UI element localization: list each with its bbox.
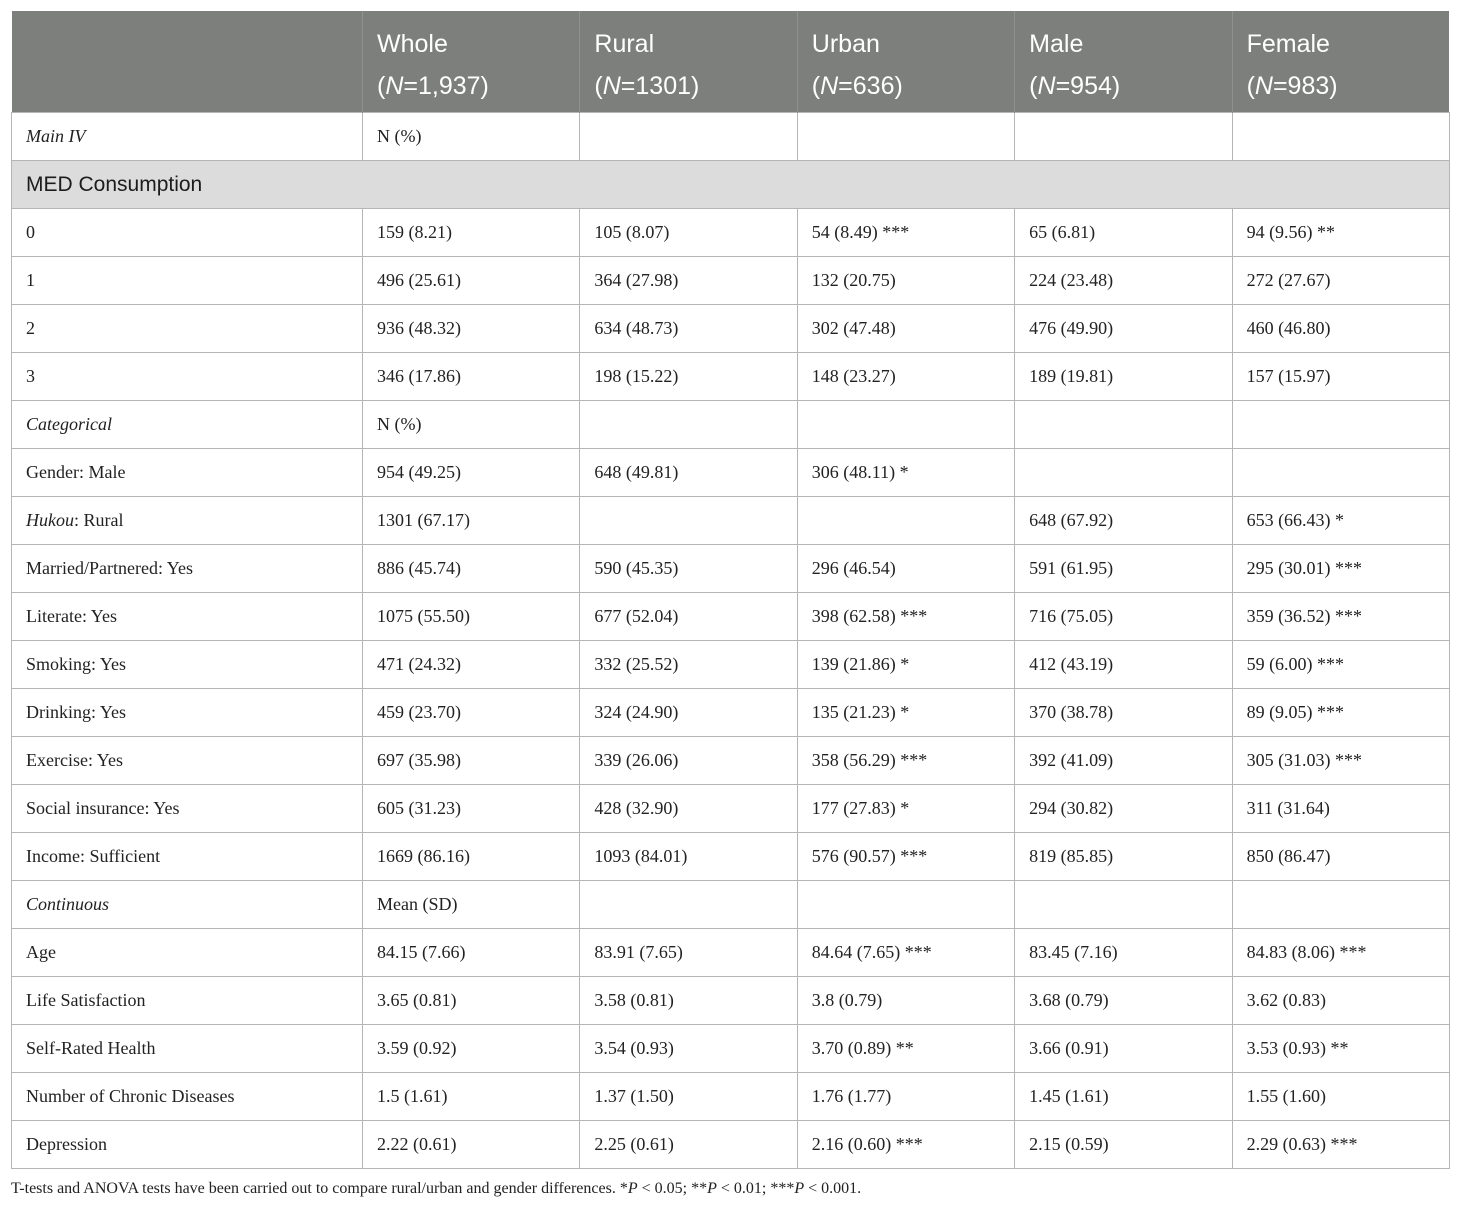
table-cell: 648 (67.92)	[1015, 497, 1232, 545]
table-cell: Mean (SD)	[363, 881, 580, 929]
footnote-text: < 0.01; ***	[716, 1180, 795, 1197]
header-n-urban	[797, 61, 1014, 113]
table-cell: 716 (75.05)	[1015, 593, 1232, 641]
table-cell: 157 (15.97)	[1232, 353, 1449, 401]
header-n-male	[1015, 61, 1232, 113]
row-label: Number of Chronic Diseases	[12, 1073, 363, 1121]
table-row	[12, 305, 1450, 353]
header-n-blank	[12, 61, 363, 113]
table-cell: 459 (23.70)	[363, 689, 580, 737]
header-n-pre: (	[811, 72, 821, 100]
header-row-2	[12, 61, 1450, 113]
row-label: Self-Rated Health	[12, 1025, 363, 1073]
row-label: Age	[12, 929, 363, 977]
table-cell	[1232, 449, 1449, 497]
table-cell: 324 (24.90)	[580, 689, 797, 737]
table-cell: 392 (41.09)	[1015, 737, 1232, 785]
table-cell: 648 (49.81)	[580, 449, 797, 497]
table-cell: 653 (66.43) *	[1232, 497, 1449, 545]
table-cell: 272 (27.67)	[1232, 257, 1449, 305]
header-male: Male	[1015, 11, 1232, 61]
table-row	[12, 257, 1450, 305]
header-n-value: =1301)	[620, 72, 700, 100]
table-cell: 84.15 (7.66)	[363, 929, 580, 977]
table-row	[12, 929, 1450, 977]
table-cell: 1669 (86.16)	[363, 833, 580, 881]
table-cell: 460 (46.80)	[1232, 305, 1449, 353]
table-cell: 132 (20.75)	[797, 257, 1014, 305]
header-n-symbol: N	[820, 72, 839, 100]
table-cell: 135 (21.23) *	[797, 689, 1014, 737]
footnote-p-symbol: P	[627, 1180, 638, 1197]
table-cell	[797, 113, 1014, 161]
table-cell	[1232, 401, 1449, 449]
table-container	[11, 11, 1449, 1169]
table-row	[12, 449, 1450, 497]
table-cell: 677 (52.04)	[580, 593, 797, 641]
table-cell: 2.25 (0.61)	[580, 1121, 797, 1169]
table-cell: 412 (43.19)	[1015, 641, 1232, 689]
table-cell: 3.8 (0.79)	[797, 977, 1014, 1025]
table-header	[12, 11, 1450, 113]
table-cell	[580, 113, 797, 161]
table-cell: 302 (47.48)	[797, 305, 1014, 353]
table-cell: 59 (6.00) ***	[1232, 641, 1449, 689]
table-row	[12, 881, 1450, 929]
table-cell: 3.58 (0.81)	[580, 977, 797, 1025]
footnote-p-symbol: P	[707, 1180, 717, 1197]
table-cell: 359 (36.52) ***	[1232, 593, 1449, 641]
row-label: Literate: Yes	[12, 593, 363, 641]
table-cell: 306 (48.11) *	[797, 449, 1014, 497]
table-cell: 94 (9.56) **	[1232, 209, 1449, 257]
table-cell: 697 (35.98)	[363, 737, 580, 785]
table-cell: 496 (25.61)	[363, 257, 580, 305]
footnote-text: < 0.001.	[804, 1180, 862, 1197]
table-cell: 224 (23.48)	[1015, 257, 1232, 305]
table-cell: 1.76 (1.77)	[797, 1073, 1014, 1121]
table-cell	[1015, 881, 1232, 929]
table-cell: 398 (62.58) ***	[797, 593, 1014, 641]
header-female: Female	[1232, 11, 1449, 61]
header-n-rural	[580, 61, 797, 113]
footnote-p-symbol: P	[794, 1180, 805, 1197]
table-row	[12, 689, 1450, 737]
table-cell	[580, 497, 797, 545]
row-label: Married/Partnered: Yes	[12, 545, 363, 593]
table-cell: 364 (27.98)	[580, 257, 797, 305]
table-row	[12, 641, 1450, 689]
table-cell: 886 (45.74)	[363, 545, 580, 593]
table-cell: 370 (38.78)	[1015, 689, 1232, 737]
table-cell: 189 (19.81)	[1015, 353, 1232, 401]
table-cell: 3.70 (0.89) **	[797, 1025, 1014, 1073]
header-n-value: =1,937)	[403, 72, 489, 100]
row-label: Life Satisfaction	[12, 977, 363, 1025]
row-label	[12, 497, 363, 545]
header-n-pre: (	[1246, 72, 1255, 100]
table-cell: 148 (23.27)	[797, 353, 1014, 401]
table-row	[12, 977, 1450, 1025]
row-label: Smoking: Yes	[12, 641, 363, 689]
row-label: Social insurance: Yes	[12, 785, 363, 833]
table-cell: 576 (90.57) ***	[797, 833, 1014, 881]
table-cell: 2.15 (0.59)	[1015, 1121, 1232, 1169]
table-cell: 1.45 (1.61)	[1015, 1073, 1232, 1121]
table-cell: 1075 (55.50)	[363, 593, 580, 641]
table-cell	[797, 497, 1014, 545]
table-cell: 476 (49.90)	[1015, 305, 1232, 353]
table-row	[12, 401, 1450, 449]
header-n-pre: (	[1029, 72, 1038, 100]
row-label-italic: Hukou	[26, 510, 74, 530]
table-cell: 139 (21.86) *	[797, 641, 1014, 689]
table-cell: 3.66 (0.91)	[1015, 1025, 1232, 1073]
header-whole: Whole	[363, 11, 580, 61]
table-cell: 311 (31.64)	[1232, 785, 1449, 833]
header-n-symbol: N	[1037, 72, 1056, 100]
header-n-value: =954)	[1055, 72, 1121, 100]
table-footnote	[11, 1180, 861, 1198]
row-label: 2	[12, 305, 363, 353]
row-label: Main IV	[12, 113, 363, 161]
table-cell	[1232, 881, 1449, 929]
table-cell: 3.59 (0.92)	[363, 1025, 580, 1073]
row-label: Gender: Male	[12, 449, 363, 497]
table-cell: 89 (9.05) ***	[1232, 689, 1449, 737]
table-cell: 83.45 (7.16)	[1015, 929, 1232, 977]
header-n-symbol: N	[1254, 72, 1273, 100]
table-cell: 1.37 (1.50)	[580, 1073, 797, 1121]
row-label: 1	[12, 257, 363, 305]
table-row	[12, 785, 1450, 833]
row-label: 3	[12, 353, 363, 401]
row-label: Categorical	[12, 401, 363, 449]
table-cell: 3.62 (0.83)	[1232, 977, 1449, 1025]
table-row	[12, 1025, 1450, 1073]
table-cell: 2.29 (0.63) ***	[1232, 1121, 1449, 1169]
table-cell: 634 (48.73)	[580, 305, 797, 353]
table-cell: 159 (8.21)	[363, 209, 580, 257]
header-n-female	[1232, 61, 1449, 113]
table-cell: 954 (49.25)	[363, 449, 580, 497]
table-cell	[1015, 401, 1232, 449]
header-row-1	[12, 11, 1450, 61]
table-cell: 83.91 (7.65)	[580, 929, 797, 977]
table-row	[12, 113, 1450, 161]
table-cell: 294 (30.82)	[1015, 785, 1232, 833]
footnote-text: T-tests and ANOVA tests have been carried out to compare rural/urban and gender differences. *	[11, 1180, 628, 1197]
table-cell: 105 (8.07)	[580, 209, 797, 257]
table-cell: 305 (31.03) ***	[1232, 737, 1449, 785]
header-n-pre: (	[594, 72, 603, 100]
table-row	[12, 545, 1450, 593]
row-label: Income: Sufficient	[12, 833, 363, 881]
header-rural: Rural	[580, 11, 797, 61]
table-row	[12, 1073, 1450, 1121]
header-n-symbol: N	[602, 72, 621, 100]
table-cell: N (%)	[363, 401, 580, 449]
table-cell: 1093 (84.01)	[580, 833, 797, 881]
table-row	[12, 353, 1450, 401]
header-n-value: =636)	[838, 72, 903, 100]
table-cell: 605 (31.23)	[363, 785, 580, 833]
table-row	[12, 1121, 1450, 1169]
table-row	[12, 209, 1450, 257]
table-cell	[1232, 113, 1449, 161]
header-n-pre: (	[377, 72, 386, 100]
table-cell: 3.65 (0.81)	[363, 977, 580, 1025]
row-label: 0	[12, 209, 363, 257]
header-n-whole	[363, 61, 580, 113]
table-cell: 346 (17.86)	[363, 353, 580, 401]
table-cell: 3.53 (0.93) **	[1232, 1025, 1449, 1073]
table-cell: 3.68 (0.79)	[1015, 977, 1232, 1025]
table-cell: 332 (25.52)	[580, 641, 797, 689]
section-heading: MED Consumption	[12, 161, 1450, 209]
table-cell: 358 (56.29) ***	[797, 737, 1014, 785]
table-row	[12, 833, 1450, 881]
table-cell: 819 (85.85)	[1015, 833, 1232, 881]
table-cell: 591 (61.95)	[1015, 545, 1232, 593]
table-cell	[580, 401, 797, 449]
table-cell: 84.83 (8.06) ***	[1232, 929, 1449, 977]
table-cell: 428 (32.90)	[580, 785, 797, 833]
table-cell: 177 (27.83) *	[797, 785, 1014, 833]
header-n-value: =983)	[1272, 72, 1338, 100]
table-body	[12, 113, 1450, 1169]
row-label: Exercise: Yes	[12, 737, 363, 785]
table-cell: 936 (48.32)	[363, 305, 580, 353]
table-cell: 65 (6.81)	[1015, 209, 1232, 257]
table-cell: 1.5 (1.61)	[363, 1073, 580, 1121]
table-cell: 84.64 (7.65) ***	[797, 929, 1014, 977]
section-row	[12, 161, 1450, 209]
table-row	[12, 593, 1450, 641]
table-cell: 1301 (67.17)	[363, 497, 580, 545]
table-cell: 2.16 (0.60) ***	[797, 1121, 1014, 1169]
table-cell	[797, 881, 1014, 929]
table-cell: N (%)	[363, 113, 580, 161]
table-cell: 2.22 (0.61)	[363, 1121, 580, 1169]
table-cell	[1015, 113, 1232, 161]
table-cell: 296 (46.54)	[797, 545, 1014, 593]
table-cell: 198 (15.22)	[580, 353, 797, 401]
row-label: Drinking: Yes	[12, 689, 363, 737]
table-cell	[580, 881, 797, 929]
header-n-symbol: N	[385, 72, 404, 100]
table-cell	[1015, 449, 1232, 497]
table-cell: 1.55 (1.60)	[1232, 1073, 1449, 1121]
table-cell: 3.54 (0.93)	[580, 1025, 797, 1073]
table-cell: 850 (86.47)	[1232, 833, 1449, 881]
row-label: Depression	[12, 1121, 363, 1169]
row-label: Continuous	[12, 881, 363, 929]
footnote-text: < 0.05; **	[637, 1180, 708, 1197]
table-cell: 295 (30.01) ***	[1232, 545, 1449, 593]
table-cell: 54 (8.49) ***	[797, 209, 1014, 257]
row-label-rest: : Rural	[74, 510, 124, 530]
table-row	[12, 497, 1450, 545]
table-cell: 471 (24.32)	[363, 641, 580, 689]
table-row	[12, 737, 1450, 785]
header-blank	[12, 11, 363, 61]
data-table	[11, 11, 1450, 1169]
table-cell: 339 (26.06)	[580, 737, 797, 785]
header-urban: Urban	[797, 11, 1014, 61]
table-cell	[797, 401, 1014, 449]
table-cell: 590 (45.35)	[580, 545, 797, 593]
